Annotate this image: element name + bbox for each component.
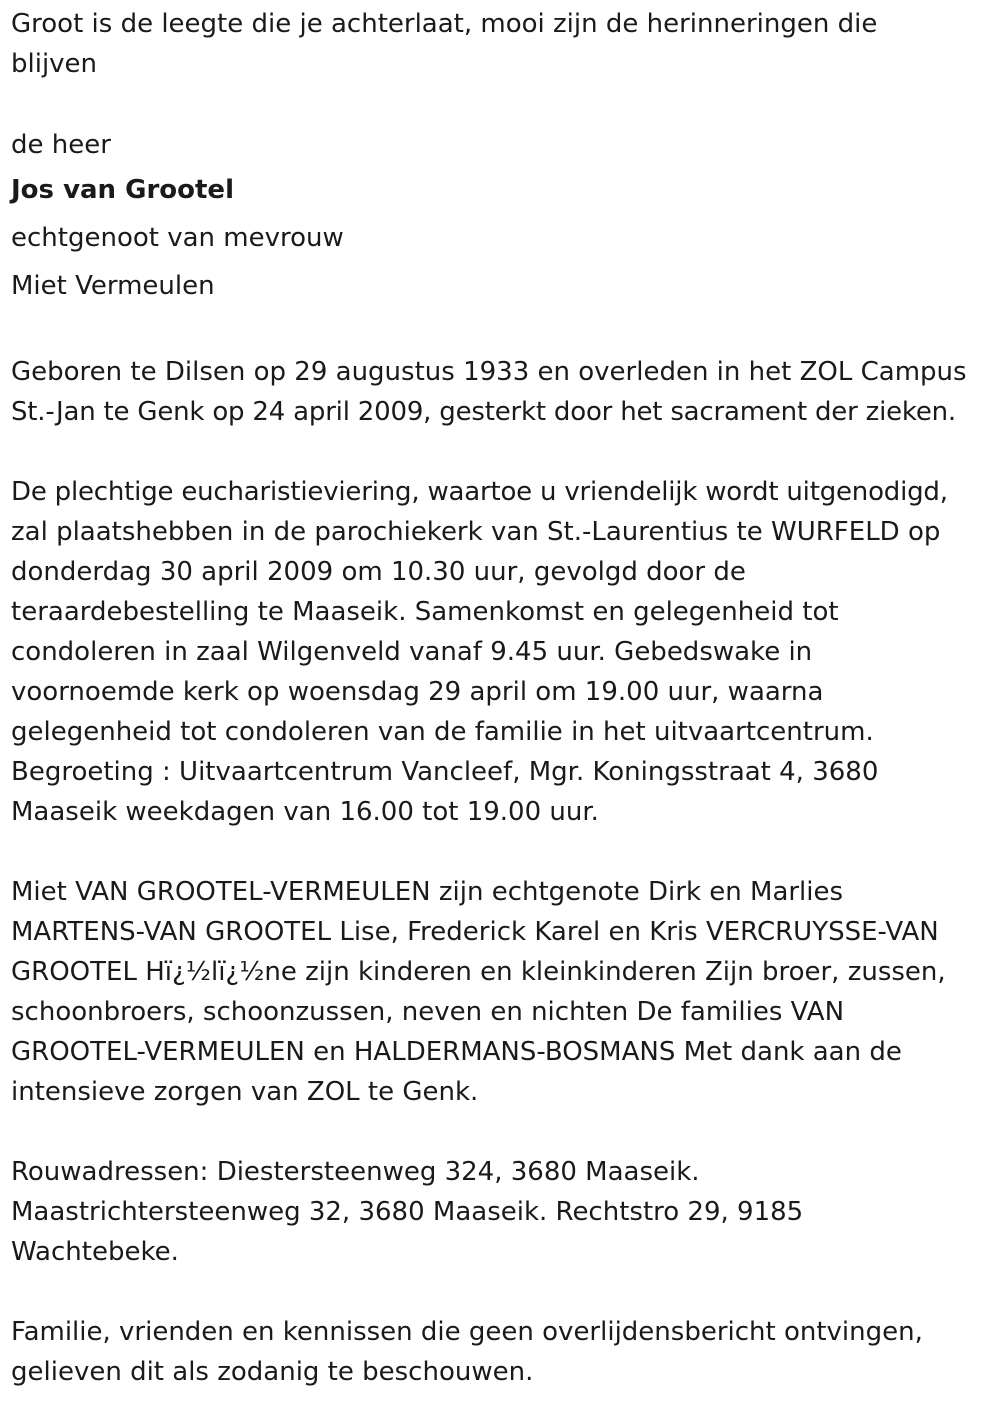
addresses-paragraph bbox=[11, 1152, 991, 1272]
address-line: Maastrichtersteenweg 32, 3680 Maaseik. Rechtstro 29, 9185 bbox=[11, 1197, 804, 1227]
ceremony-line: gelegenheid tot condoleren van de familie in het uitvaartcentrum. bbox=[11, 717, 874, 747]
motto-line: Groot is de leegte die je achterlaat, mooi zijn de herinneringen die bbox=[11, 9, 878, 39]
birth-death-line: Geboren te Dilsen op 29 augustus 1933 en overleden in het ZOL Campus bbox=[11, 357, 967, 387]
ceremony-line: donderdag 30 april 2009 om 10.30 uur, gevolgd door de bbox=[11, 557, 746, 587]
spacer bbox=[11, 310, 991, 352]
family-paragraph bbox=[11, 872, 991, 1112]
motto-line: blijven bbox=[11, 49, 98, 79]
ceremony-paragraph bbox=[11, 472, 991, 832]
deceased-block bbox=[11, 124, 991, 310]
closing-paragraph bbox=[11, 1312, 991, 1392]
family-line: Miet VAN GROOTEL-VERMEULEN zijn echtgenote Dirk en Marlies bbox=[11, 877, 844, 907]
ceremony-line: voornoemde kerk op woensdag 29 april om 19.00 uur, waarna bbox=[11, 677, 824, 707]
family-line: schoonbroers, schoonzussen, neven en nichten De families VAN bbox=[11, 997, 845, 1027]
family-line: GROOTEL-VERMEULEN en HALDERMANS-BOSMANS Met dank aan de bbox=[11, 1037, 902, 1067]
spacer bbox=[11, 1272, 991, 1312]
closing-line: Familie, vrienden en kennissen die geen overlijdensbericht ontvingen, bbox=[11, 1317, 923, 1347]
ceremony-line: Maaseik weekdagen van 16.00 tot 19.00 uur. bbox=[11, 797, 599, 827]
ceremony-line: zal plaatshebben in de parochiekerk van St.-Laurentius te WURFELD op bbox=[11, 517, 941, 547]
family-line: GROOTEL Hï¿½lï¿½ne zijn kinderen en kleinkinderen Zijn broer, zussen, bbox=[11, 957, 946, 987]
deceased-name: Jos van Grootel bbox=[11, 175, 234, 205]
ceremony-line: condoleren in zaal Wilgenveld vanaf 9.45 uur. Gebedswake in bbox=[11, 637, 813, 667]
closing-line: gelieven dit als zodanig te beschouwen. bbox=[11, 1357, 534, 1387]
spacer bbox=[11, 84, 991, 124]
relation-text: echtgenoot van mevrouw bbox=[11, 223, 344, 253]
motto-paragraph bbox=[11, 4, 991, 84]
ceremony-line: De plechtige eucharistieviering, waartoe u vriendelijk wordt uitgenodigd, bbox=[11, 477, 948, 507]
address-line: Wachtebeke. bbox=[11, 1237, 179, 1267]
birth-death-paragraph bbox=[11, 352, 991, 432]
spacer bbox=[11, 432, 991, 472]
title-text: de heer bbox=[11, 130, 111, 160]
address-line: Rouwadressen: Diestersteenweg 324, 3680 Maaseik. bbox=[11, 1157, 700, 1187]
family-line: intensieve zorgen van ZOL te Genk. bbox=[11, 1077, 479, 1107]
spouse-name: Miet Vermeulen bbox=[11, 271, 215, 301]
obituary-document bbox=[11, 4, 991, 1392]
ceremony-line: Begroeting : Uitvaartcentrum Vancleef, Mgr. Koningsstraat 4, 3680 bbox=[11, 757, 879, 787]
ceremony-line: teraardebestelling te Maaseik. Samenkomst en gelegenheid tot bbox=[11, 597, 839, 627]
family-line: MARTENS-VAN GROOTEL Lise, Frederick Karel en Kris VERCRUYSSE-VAN bbox=[11, 917, 939, 947]
spacer bbox=[11, 832, 991, 872]
birth-death-line: St.-Jan te Genk op 24 april 2009, gesterkt door het sacrament der zieken. bbox=[11, 397, 956, 427]
spacer bbox=[11, 1112, 991, 1152]
